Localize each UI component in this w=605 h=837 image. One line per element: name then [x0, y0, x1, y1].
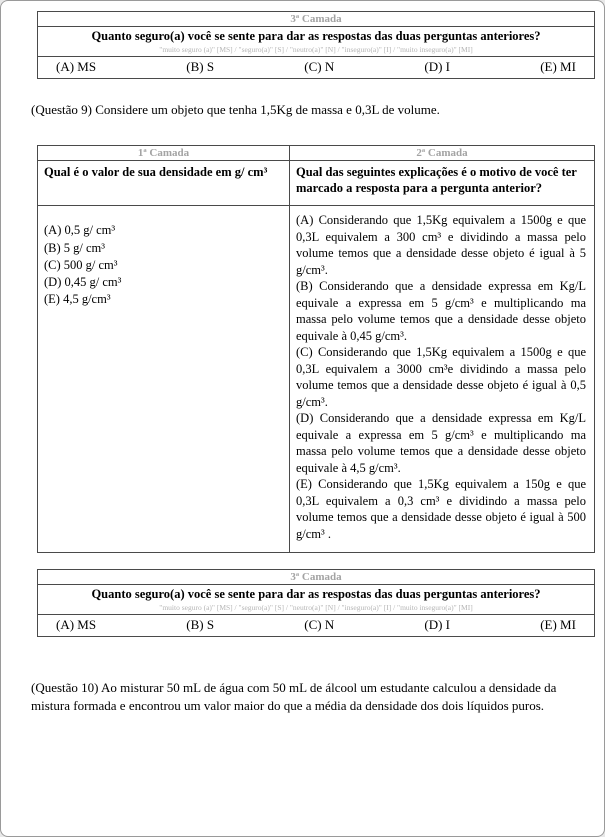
- option-ms: (A) MS: [56, 617, 97, 633]
- confidence-table-bottom: [37, 569, 595, 637]
- explanation-option-d: (D) Considerando que a densidade expressa em Kg/L equivale a expressa em 5 g/cm³ e multiplicando ma massa pelo volume temos que a densidade desse objeto equivale à 4,5 g/cm³.: [296, 411, 586, 475]
- explanation-option-a: (A) Considerando que 1,5Kg equivalem a 1500g e que 0,3L equivalem a 300 cm³ e dividindo a massa pelo volume temos que a densidade desse objeto é igual à 5 g/cm³.: [296, 213, 586, 277]
- confidence-scale-note: "muito seguro (a)" [MS] / "seguro(a)" [S] / "neutro(a)" [N] / "inseguro(a)" [I] / "muito inseguro(a)" [MI]: [159, 45, 473, 54]
- option-n: (C) N: [304, 617, 335, 633]
- answer-option-c: (C) 500 g/ cm³: [44, 257, 118, 272]
- question9-intro: (Questão 9) Considere um objeto que tenha 1,5Kg de massa e 0,3L de volume.: [31, 102, 440, 117]
- option-i: (D) I: [424, 617, 451, 633]
- col2-explanations: [290, 206, 594, 552]
- question10-intro: (Questão 10) Ao misturar 50 mL de água com 50 mL de álcool um estudante calculou a densidade da mistura formada e encontrou um valor maior do que a média da densidade dos dois líquidos puros.: [31, 680, 557, 713]
- option-s: (B) S: [186, 59, 215, 74]
- explanation-option-c: (C) Considerando que 1,5Kg equivalem a 1500g e que 0,3L equivalem a 3000 cm³e dividindo a massa pelo volume temos que a densidade desse objeto é igual à 0,5 g/cm³.: [296, 345, 586, 409]
- layer-title: 3ª Camada: [38, 570, 594, 585]
- confidence-table-top: [37, 11, 595, 79]
- option-i: (D) I: [424, 59, 451, 74]
- answer-option-a: (A) 0,5 g/ cm³: [44, 223, 116, 238]
- confidence-question-block: [38, 27, 594, 56]
- confidence-question-block: [38, 585, 594, 614]
- option-mi: (E) MI: [540, 617, 576, 633]
- confidence-options-row: [38, 56, 594, 78]
- layer-title: 3ª Camada: [38, 12, 594, 27]
- option-s: (B) S: [186, 617, 215, 633]
- col1-layer-title: 1ª Camada: [38, 146, 290, 161]
- confidence-question: Quanto seguro(a) você se sente para dar as respostas das duas perguntas anteriores?: [91, 29, 541, 43]
- confidence-scale-note: "muito seguro (a)" [MS] / "seguro(a)" [S] / "neutro(a)" [N] / "inseguro(a)" [I] / "muito inseguro(a)" [MI]: [159, 603, 473, 613]
- option-mi: (E) MI: [540, 59, 576, 74]
- answer-option-b: (B) 5 g/ cm³: [44, 240, 106, 255]
- question9-table: [37, 145, 595, 554]
- explanation-option-e: (E) Considerando que 1,5Kg equivalem a 150g e que 0,3L equivalem a 0,3 cm³ e dividindo a massa pelo volume temos que a densidade desse objeto é igual à 500 g/cm³ .: [296, 477, 586, 541]
- col2-question: Qual das seguintes explicações é o motivo de você ter marcado a resposta para a pergunta anterior?: [290, 161, 594, 207]
- option-n: (C) N: [304, 59, 335, 74]
- col2-layer-title: 2ª Camada: [290, 146, 594, 161]
- answer-option-e: (E) 4,5 g/cm³: [44, 292, 111, 307]
- answer-option-d: (D) 0,45 g/ cm³: [44, 275, 122, 290]
- col1-options: [38, 206, 290, 552]
- confidence-question: Quanto seguro(a) você se sente para dar as respostas das duas perguntas anteriores?: [91, 587, 541, 602]
- confidence-options-row: [38, 614, 594, 636]
- option-ms: (A) MS: [56, 59, 97, 74]
- col1-question: Qual é o valor de sua densidade em g/ cm³: [38, 161, 290, 207]
- explanation-option-b: (B) Considerando que a densidade expressa em Kg/L equivale a expressa em 5 g/cm³ e multiplicando ma massa pelo volume temos que a densidade desse objeto equivale à 0,45 g/cm³.: [296, 279, 586, 343]
